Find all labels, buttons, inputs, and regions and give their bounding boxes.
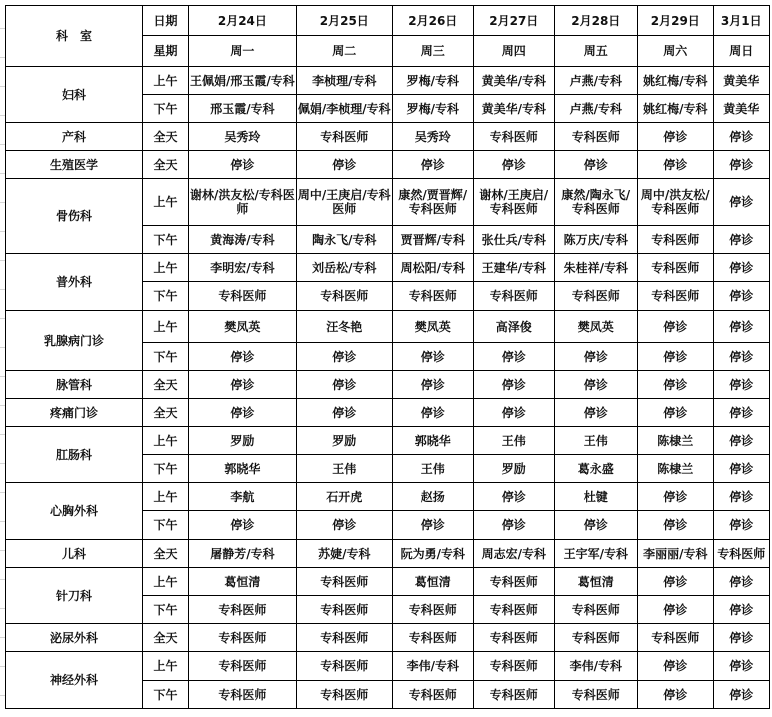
schedule-cell[interactable]: 黄美华/专科 xyxy=(473,67,554,95)
schedule-cell[interactable]: 停诊 xyxy=(189,399,297,427)
schedule-cell[interactable]: 停诊 xyxy=(392,343,473,371)
schedule-cell[interactable]: 专科医师 xyxy=(637,282,713,311)
schedule-cell[interactable]: 停诊 xyxy=(713,371,769,399)
schedule-cell[interactable]: 停诊 xyxy=(713,282,769,311)
schedule-cell[interactable]: 卢燕/专科 xyxy=(554,67,637,95)
table-row xyxy=(6,624,770,652)
schedule-cell[interactable]: 汪冬艳 xyxy=(296,311,392,343)
schedule-cell[interactable]: 罗梅/专科 xyxy=(392,95,473,123)
schedule-cell[interactable]: 停诊 xyxy=(637,511,713,540)
table-row xyxy=(6,483,770,511)
period-cell[interactable]: 全天 xyxy=(143,151,189,179)
schedule-cell[interactable]: 阮为勇/专科 xyxy=(392,540,473,568)
schedule-cell[interactable]: 停诊 xyxy=(713,254,769,282)
table-row xyxy=(6,123,770,151)
period-cell[interactable]: 上午 xyxy=(143,67,189,95)
period-cell[interactable]: 上午 xyxy=(143,652,189,681)
schedule-cell[interactable]: 王伟 xyxy=(554,427,637,455)
schedule-cell[interactable]: 李航 xyxy=(189,483,297,511)
schedule-cell[interactable]: 周志宏/专科 xyxy=(473,540,554,568)
table-row xyxy=(6,399,770,427)
table-row xyxy=(6,311,770,343)
dept-cell-gynecology[interactable]: 妇科 xyxy=(6,67,143,123)
schedule-cell[interactable]: 停诊 xyxy=(296,399,392,427)
schedule-cell[interactable]: 停诊 xyxy=(637,652,713,681)
schedule-cell[interactable]: 停诊 xyxy=(637,311,713,343)
schedule-cell[interactable]: 专科医师 xyxy=(637,226,713,254)
schedule-cell[interactable]: 黄美华/专科 xyxy=(473,95,554,123)
schedule-cell[interactable]: 停诊 xyxy=(473,151,554,179)
schedule-cell[interactable]: 停诊 xyxy=(713,681,769,709)
schedule-cell[interactable]: 康然/贾晋辉/ 专科医师 xyxy=(392,179,473,226)
schedule-cell[interactable]: 专科医师 xyxy=(554,681,637,709)
schedule-cell[interactable]: 樊凤英 xyxy=(554,311,637,343)
schedule-cell[interactable]: 王建华/专科 xyxy=(473,254,554,282)
schedule-cell[interactable]: 专科医师 xyxy=(296,624,392,652)
table-row xyxy=(6,371,770,399)
header-row-dates xyxy=(6,6,770,36)
schedule-cell[interactable]: 葛永盛 xyxy=(554,455,637,483)
schedule-cell[interactable]: 专科医师 xyxy=(392,624,473,652)
schedule-cell[interactable]: 停诊 xyxy=(189,371,297,399)
schedule-cell[interactable]: 陈棣兰 xyxy=(637,455,713,483)
schedule-cell[interactable]: 陈棣兰 xyxy=(637,427,713,455)
schedule-cell[interactable]: 停诊 xyxy=(713,427,769,455)
schedule-cell[interactable]: 郭晓华 xyxy=(189,455,297,483)
schedule-cell[interactable]: 专科医师 xyxy=(189,652,297,681)
dept-cell-neurosurgery[interactable]: 神经外科 xyxy=(6,652,143,709)
dept-cell-urology[interactable]: 泌尿外科 xyxy=(6,624,143,652)
schedule-cell[interactable]: 黄美华 xyxy=(713,67,769,95)
schedule-cell[interactable]: 停诊 xyxy=(713,226,769,254)
period-cell[interactable]: 全天 xyxy=(143,540,189,568)
weekday-cell[interactable]: 周四 xyxy=(473,36,554,67)
table-row xyxy=(6,652,770,681)
dept-cell-general-surgery[interactable]: 普外科 xyxy=(6,254,143,311)
schedule-cell[interactable]: 李伟/专科 xyxy=(554,652,637,681)
date-cell[interactable]: 2月26日 xyxy=(392,6,473,36)
schedule-cell[interactable]: 王伟 xyxy=(392,455,473,483)
schedule-cell[interactable]: 朱桂祥/专科 xyxy=(554,254,637,282)
schedule-cell[interactable]: 樊凤英 xyxy=(392,311,473,343)
weekday-cell[interactable]: 周日 xyxy=(713,36,769,67)
date-cell[interactable]: 2月28日 xyxy=(554,6,637,36)
date-cell[interactable]: 2月24日 xyxy=(189,6,297,36)
date-cell[interactable]: 2月27日 xyxy=(473,6,554,36)
schedule-cell[interactable]: 专科医师 xyxy=(473,681,554,709)
schedule-cell[interactable]: 停诊 xyxy=(637,123,713,151)
table-row xyxy=(6,254,770,282)
schedule-cell[interactable]: 专科医师 xyxy=(713,540,769,568)
schedule-cell[interactable]: 专科医师 xyxy=(296,652,392,681)
dept-cell-anorectal[interactable]: 肛肠科 xyxy=(6,427,143,483)
schedule-cell[interactable]: 专科医师 xyxy=(189,596,297,624)
schedule-cell[interactable]: 停诊 xyxy=(713,151,769,179)
schedule-cell[interactable]: 停诊 xyxy=(554,343,637,371)
schedule-cell[interactable]: 停诊 xyxy=(392,511,473,540)
period-cell[interactable]: 上午 xyxy=(143,179,189,226)
schedule-cell[interactable]: 停诊 xyxy=(637,343,713,371)
period-cell[interactable]: 全天 xyxy=(143,624,189,652)
schedule-cell[interactable]: 陶永飞/专科 xyxy=(296,226,392,254)
schedule-cell[interactable]: 停诊 xyxy=(713,343,769,371)
schedule-cell[interactable]: 吴秀玲 xyxy=(189,123,297,151)
dept-cell-pain-clinic[interactable]: 疼痛门诊 xyxy=(6,399,143,427)
schedule-cell[interactable]: 停诊 xyxy=(296,151,392,179)
period-cell[interactable]: 全天 xyxy=(143,399,189,427)
schedule-cell[interactable]: 郭晓华 xyxy=(392,427,473,455)
week-label-cell[interactable]: 星期 xyxy=(143,36,189,67)
schedule-cell[interactable]: 张仕兵/专科 xyxy=(473,226,554,254)
schedule-cell[interactable]: 周松阳/专科 xyxy=(392,254,473,282)
schedule-cell[interactable]: 停诊 xyxy=(473,399,554,427)
schedule-cell[interactable]: 停诊 xyxy=(637,681,713,709)
schedule-cell[interactable]: 石开虎 xyxy=(296,483,392,511)
schedule-cell[interactable]: 赵扬 xyxy=(392,483,473,511)
schedule-cell[interactable]: 佩娟/李桢理/专科 xyxy=(296,95,392,123)
period-cell[interactable]: 下午 xyxy=(143,95,189,123)
schedule-cell[interactable]: 吴秀玲 xyxy=(392,123,473,151)
period-cell[interactable]: 下午 xyxy=(143,596,189,624)
dept-header-cell[interactable]: 科 室 xyxy=(6,6,143,67)
schedule-cell[interactable]: 姚红梅/专科 xyxy=(637,67,713,95)
schedule-cell[interactable]: 专科医师 xyxy=(296,568,392,596)
schedule-cell[interactable]: 停诊 xyxy=(473,343,554,371)
schedule-cell[interactable]: 李伟/专科 xyxy=(392,652,473,681)
period-cell[interactable]: 全天 xyxy=(143,371,189,399)
schedule-cell[interactable]: 专科医师 xyxy=(296,123,392,151)
schedule-cell[interactable]: 停诊 xyxy=(713,311,769,343)
period-cell[interactable]: 下午 xyxy=(143,681,189,709)
schedule-cell[interactable]: 高泽俊 xyxy=(473,311,554,343)
schedule-cell[interactable]: 停诊 xyxy=(554,371,637,399)
dept-cell-vascular[interactable]: 脉管科 xyxy=(6,371,143,399)
schedule-cell[interactable]: 停诊 xyxy=(189,151,297,179)
period-cell[interactable]: 下午 xyxy=(143,282,189,311)
schedule-cell[interactable]: 专科医师 xyxy=(554,596,637,624)
table-row xyxy=(6,179,770,226)
table-row xyxy=(6,427,770,455)
schedule-cell[interactable]: 专科医师 xyxy=(189,624,297,652)
weekday-cell[interactable]: 周五 xyxy=(554,36,637,67)
schedule-cell[interactable]: 姚红梅/专科 xyxy=(637,95,713,123)
schedule-cell[interactable]: 专科医师 xyxy=(637,254,713,282)
schedule-cell[interactable]: 专科医师 xyxy=(392,681,473,709)
schedule-cell[interactable]: 专科医师 xyxy=(473,624,554,652)
schedule-cell[interactable]: 停诊 xyxy=(392,399,473,427)
dept-cell-cardiothoracic[interactable]: 心胸外科 xyxy=(6,483,143,540)
schedule-cell[interactable]: 罗励 xyxy=(189,427,297,455)
schedule-cell[interactable]: 停诊 xyxy=(713,179,769,226)
schedule-cell[interactable]: 专科医师 xyxy=(189,681,297,709)
dept-cell-acupotomy[interactable]: 针刀科 xyxy=(6,568,143,624)
schedule-cell[interactable]: 停诊 xyxy=(637,371,713,399)
schedule-cell[interactable]: 停诊 xyxy=(713,511,769,540)
schedule-cell[interactable]: 卢燕/专科 xyxy=(554,95,637,123)
schedule-cell[interactable]: 王佩娟/邢玉霞/专科 xyxy=(189,67,297,95)
schedule-cell[interactable]: 停诊 xyxy=(637,483,713,511)
schedule-cell[interactable]: 停诊 xyxy=(189,511,297,540)
weekday-cell[interactable]: 周三 xyxy=(392,36,473,67)
period-cell[interactable]: 上午 xyxy=(143,568,189,596)
schedule-cell[interactable]: 停诊 xyxy=(713,624,769,652)
schedule-cell[interactable]: 停诊 xyxy=(554,151,637,179)
schedule-cell[interactable]: 停诊 xyxy=(189,343,297,371)
table-row xyxy=(6,67,770,95)
weekday-cell[interactable]: 周二 xyxy=(296,36,392,67)
period-cell[interactable]: 上午 xyxy=(143,483,189,511)
schedule-cell[interactable]: 王伟 xyxy=(473,427,554,455)
date-cell[interactable]: 3月1日 xyxy=(713,6,769,36)
schedule-cell[interactable]: 专科医师 xyxy=(473,123,554,151)
schedule-cell[interactable]: 专科医师 xyxy=(392,282,473,311)
schedule-cell[interactable]: 停诊 xyxy=(554,511,637,540)
schedule-cell[interactable]: 康然/陶永飞/ 专科医师 xyxy=(554,179,637,226)
table-row xyxy=(6,151,770,179)
schedule-cell[interactable]: 专科医师 xyxy=(637,624,713,652)
schedule-cell[interactable]: 葛恒清 xyxy=(189,568,297,596)
period-cell[interactable]: 上午 xyxy=(143,311,189,343)
schedule-cell[interactable]: 罗梅/专科 xyxy=(392,67,473,95)
schedule-cell[interactable]: 专科医师 xyxy=(473,596,554,624)
schedule-cell[interactable]: 专科医师 xyxy=(296,681,392,709)
schedule-cell[interactable]: 苏婕/专科 xyxy=(296,540,392,568)
schedule-cell[interactable]: 罗励 xyxy=(473,455,554,483)
period-cell[interactable]: 上午 xyxy=(143,254,189,282)
schedule-cell[interactable]: 周中/洪友松/ 专科医师 xyxy=(637,179,713,226)
schedule-cell[interactable]: 杜键 xyxy=(554,483,637,511)
date-cell[interactable]: 2月25日 xyxy=(296,6,392,36)
schedule-cell[interactable]: 专科医师 xyxy=(296,282,392,311)
schedule-cell[interactable]: 专科医师 xyxy=(554,282,637,311)
table-row xyxy=(6,568,770,596)
schedule-cell[interactable]: 陈万庆/专科 xyxy=(554,226,637,254)
period-cell[interactable]: 上午 xyxy=(143,427,189,455)
schedule-cell[interactable]: 停诊 xyxy=(296,343,392,371)
dept-cell-orthopedics[interactable]: 骨伤科 xyxy=(6,179,143,254)
dept-cell-obstetrics[interactable]: 产科 xyxy=(6,123,143,151)
weekday-cell[interactable]: 周六 xyxy=(637,36,713,67)
schedule-cell[interactable]: 停诊 xyxy=(473,483,554,511)
schedule-cell[interactable]: 王伟 xyxy=(296,455,392,483)
schedule-cell[interactable]: 停诊 xyxy=(554,399,637,427)
schedule-cell[interactable]: 停诊 xyxy=(713,568,769,596)
period-cell[interactable]: 下午 xyxy=(143,343,189,371)
schedule-cell[interactable]: 李桢理/专科 xyxy=(296,67,392,95)
schedule-cell[interactable]: 周中/王庚启/专科医师 xyxy=(296,179,392,226)
schedule-cell[interactable]: 刘岳松/专科 xyxy=(296,254,392,282)
schedule-cell[interactable]: 专科医师 xyxy=(473,282,554,311)
schedule-cell[interactable]: 停诊 xyxy=(637,596,713,624)
schedule-cell[interactable]: 葛恒清 xyxy=(392,568,473,596)
schedule-cell[interactable]: 停诊 xyxy=(713,399,769,427)
schedule-cell[interactable]: 贾晋辉/专科 xyxy=(392,226,473,254)
schedule-cell[interactable]: 专科医师 xyxy=(554,624,637,652)
weekday-cell[interactable]: 周一 xyxy=(189,36,297,67)
schedule-cell[interactable]: 停诊 xyxy=(713,123,769,151)
schedule-cell[interactable]: 葛恒清 xyxy=(554,568,637,596)
schedule-cell[interactable]: 黄海涛/专科 xyxy=(189,226,297,254)
schedule-cell[interactable]: 专科医师 xyxy=(473,652,554,681)
schedule-cell[interactable]: 停诊 xyxy=(637,568,713,596)
period-cell[interactable]: 全天 xyxy=(143,123,189,151)
schedule-cell[interactable]: 王宇军/专科 xyxy=(554,540,637,568)
schedule-cell[interactable]: 专科医师 xyxy=(554,123,637,151)
schedule-cell[interactable]: 樊凤英 xyxy=(189,311,297,343)
schedule-cell[interactable]: 专科医师 xyxy=(296,596,392,624)
dept-cell-breast-clinic[interactable]: 乳腺病门诊 xyxy=(6,311,143,371)
schedule-cell[interactable]: 停诊 xyxy=(637,399,713,427)
period-cell[interactable]: 下午 xyxy=(143,511,189,540)
table-row xyxy=(6,540,770,568)
schedule-cell[interactable]: 停诊 xyxy=(713,455,769,483)
schedule-cell[interactable]: 停诊 xyxy=(713,483,769,511)
schedule-cell[interactable]: 停诊 xyxy=(296,371,392,399)
schedule-cell[interactable]: 李明宏/专科 xyxy=(189,254,297,282)
schedule-cell[interactable]: 专科医师 xyxy=(392,596,473,624)
date-label-cell[interactable]: 日期 xyxy=(143,6,189,36)
schedule-cell[interactable]: 黄美华 xyxy=(713,95,769,123)
schedule-cell[interactable]: 停诊 xyxy=(637,151,713,179)
clinic-schedule-table xyxy=(5,5,770,709)
period-cell[interactable]: 下午 xyxy=(143,455,189,483)
schedule-cell[interactable]: 罗励 xyxy=(296,427,392,455)
schedule-cell[interactable]: 邢玉霞/专科 xyxy=(189,95,297,123)
schedule-cell[interactable]: 谢林/洪友松/专科医师 xyxy=(189,179,297,226)
schedule-cell[interactable]: 专科医师 xyxy=(473,568,554,596)
schedule-cell[interactable]: 专科医师 xyxy=(189,282,297,311)
schedule-cell[interactable]: 谢林/王庚启/ 专科医师 xyxy=(473,179,554,226)
schedule-cell[interactable]: 屠静芳/专科 xyxy=(189,540,297,568)
schedule-cell[interactable]: 停诊 xyxy=(296,511,392,540)
schedule-cell[interactable]: 停诊 xyxy=(473,511,554,540)
date-cell[interactable]: 2月29日 xyxy=(637,6,713,36)
schedule-cell[interactable]: 停诊 xyxy=(473,371,554,399)
schedule-cell[interactable]: 李丽丽/专科 xyxy=(637,540,713,568)
schedule-cell[interactable]: 停诊 xyxy=(392,371,473,399)
dept-cell-pediatrics[interactable]: 儿科 xyxy=(6,540,143,568)
schedule-cell[interactable]: 停诊 xyxy=(713,596,769,624)
dept-cell-reproductive-medicine[interactable]: 生殖医学 xyxy=(6,151,143,179)
schedule-cell[interactable]: 停诊 xyxy=(713,652,769,681)
schedule-cell[interactable]: 停诊 xyxy=(392,151,473,179)
period-cell[interactable]: 下午 xyxy=(143,226,189,254)
